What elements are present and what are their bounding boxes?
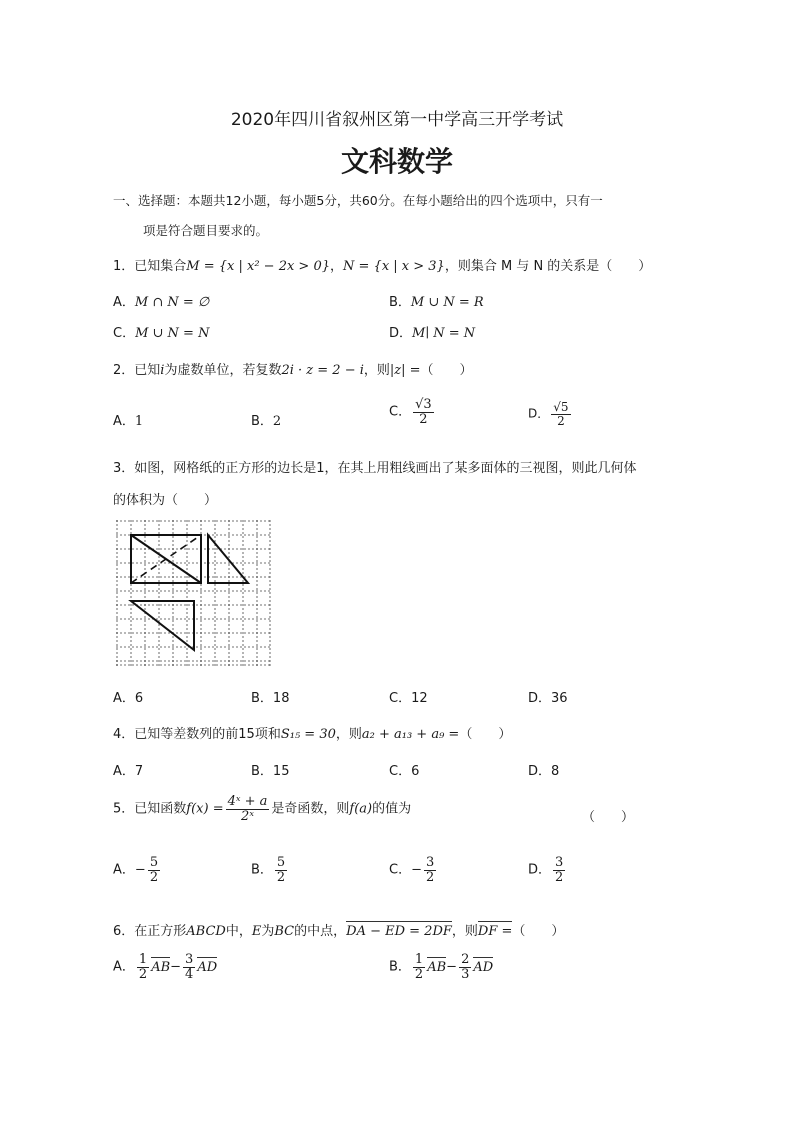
q5-option-c[interactable]: C．− $\frac{3}{2}$ [389,855,435,885]
q2-d-fraction: $\frac{√5}{2}$ [553,400,569,428]
q5-option-d[interactable]: D． $\frac{3}{2}$ [528,855,564,885]
q4-stem: 4．已知等差数列的前15项和S₁₅ = 30，则a₂ + a₁₃ + a₉ =（ ） [113,727,512,742]
q4-option-d[interactable]: D．8 [528,764,560,779]
top-view [131,601,194,650]
q1-option-a[interactable]: A．M ∩ N = ∅ [113,295,210,310]
q2-c-fraction: $\frac{√3}{2}$ [415,397,432,427]
q6-stem: 6．在正方形ABCD中，E为BC的中点，DA − ED = 2DF，则DF =（ ） [113,924,565,939]
q3-stem-line-1: 3．如图，网格纸的正方形的边长是1，在其上用粗线画出了某多面体的三视图，则此几何体 [113,461,637,476]
q6-option-a[interactable]: A． $\frac{1}{2}$ AB− $\frac{3}{4}$ AD [113,952,218,982]
q4-option-a[interactable]: A．7 [113,764,144,779]
q3-option-c[interactable]: C．12 [389,691,428,706]
q2-option-d[interactable]: D． $\frac{√5}{2}$ [528,400,569,428]
q1-option-c[interactable]: C．M ∪ N = N [113,326,210,341]
q3-option-a[interactable]: A．6 [113,691,144,706]
q1-stem-suffix: ，则集合 M 与 N 的关系是（ ） [444,259,652,274]
q4-option-c[interactable]: C．6 [389,764,420,779]
q5-option-a[interactable]: A．− $\frac{5}{2}$ [113,855,159,885]
q3-stem-line-2: 的体积为（ ） [113,493,218,508]
q1-set-m: M = {x | x² − 2x > 0} [186,259,330,274]
q5-stem: 5．已知函数f(x) = $\frac{\text{4ˣ + a}}{\text{2ˣ}}$ 是奇函数，则f(a)的值为 [113,794,412,824]
section-instructions [113,186,683,246]
q1-option-d[interactable]: D．M∣ N = N [389,326,476,341]
q6-option-b[interactable]: B． $\frac{1}{2}$ AB− $\frac{2}{3}$ AD [389,952,494,982]
section-line-2: 项是符合题目要求的。 [143,223,269,238]
three-view-figure [116,520,272,666]
q2-option-c[interactable]: C． $\frac{√3}{2}$ [389,397,432,427]
q2-stem: 2．已知i为虚数单位，若复数2i · z = 2 − i，则|z| =（ ） [113,363,473,378]
section-line-1: 一、选择题：本题共12小题，每小题5分，共60分。在每小题给出的四个选项中，只有一 [113,193,603,208]
q1-stem-prefix: 1．已知集合 [113,259,187,274]
q3-option-b[interactable]: B．18 [251,691,290,706]
exam-subtitle: 文科数学 [340,145,453,178]
q5-answer-paren: （ ） [582,810,635,825]
q1-stem: 1．已知集合M = {x | x² − 2x > 0}，N = {x | x > 3}，则集合 M 与 N 的关系是（ ） [113,259,652,274]
exam-title: 2020年四川省叙州区第一中学高三开学考试 [230,110,564,130]
q2-option-b[interactable]: B．2 [251,414,282,429]
q4-option-b[interactable]: B．15 [251,764,290,779]
q3-option-d[interactable]: D．36 [528,691,568,706]
q6-vector-equation: DA − ED = 2DF [346,924,452,939]
q5-option-b[interactable]: B． $\frac{5}{2}$ [251,855,286,885]
q1-option-b[interactable]: B．M ∪ N = R [389,295,484,310]
q2-option-a[interactable]: A．1 [113,414,144,429]
q5-fraction: $\frac{\text{4ˣ + a}}{\text{2ˣ}}$ [227,794,268,824]
q1-set-n: N = {x | x > 3} [343,259,445,274]
side-view [208,535,248,583]
